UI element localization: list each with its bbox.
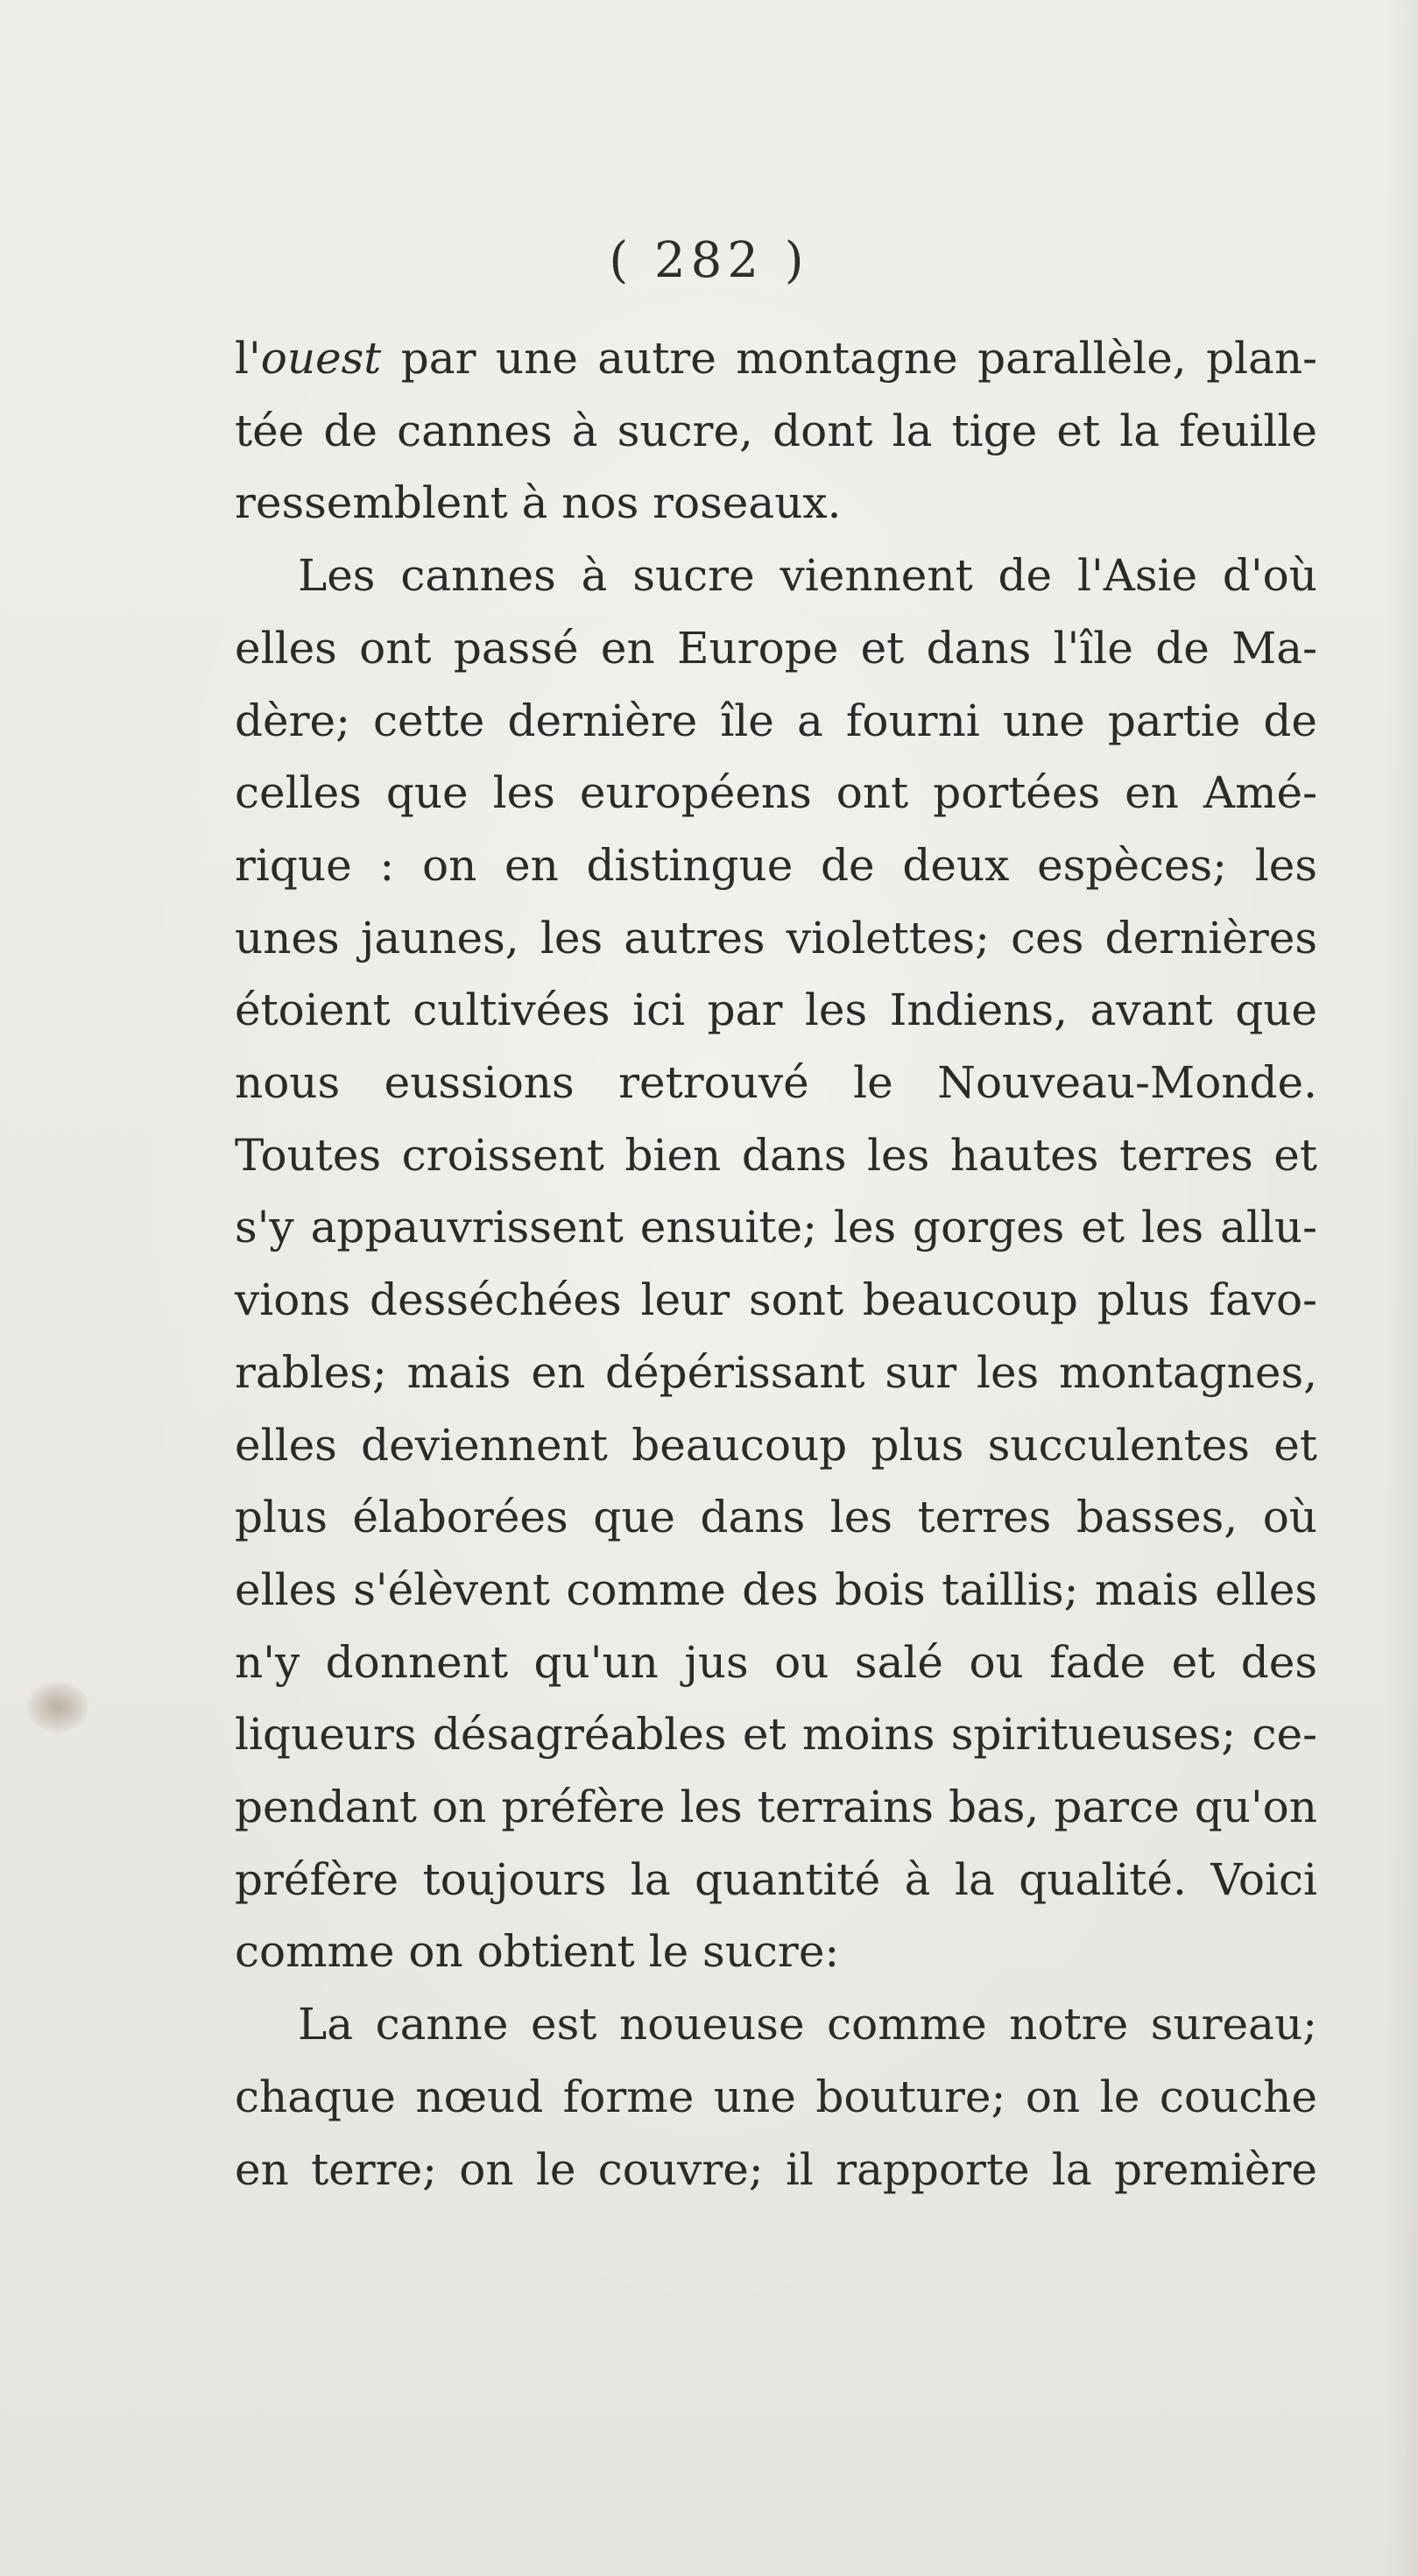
text-line: n'y donnent qu'un jus ou salé ou fade et des	[235, 1636, 1317, 1688]
text-line: celles que les européens ont portées en Amé-	[235, 767, 1317, 819]
text-line: en terre; on le couvre; il rapporte la première	[235, 2143, 1317, 2195]
text-line: elles s'élèvent comme des bois taillis; mais elles	[235, 1563, 1317, 1615]
text-line: préfère toujours la quantité à la qualité. Voici	[235, 1853, 1317, 1905]
text-line: elles ont passé en Europe et dans l'île de Ma-	[235, 622, 1317, 674]
text-line: Les cannes à sucre viennent de l'Asie d'où	[298, 550, 1317, 602]
text-line: s'y appauvrissent ensuite; les gorges et les allu-	[235, 1202, 1317, 1253]
page-edge	[1383, 0, 1418, 2576]
ink-stain	[26, 1682, 89, 1733]
italic-word: ouest	[260, 333, 382, 384]
text-line: vions desséchées leur sont beaucoup plus favo-	[235, 1274, 1317, 1326]
text-line: comme on obtient le sucre:	[235, 1926, 840, 1978]
text-line: dère; cette dernière île a fourni une partie de	[235, 695, 1317, 746]
text-line: pendant on préfère les terrains bas, parce qu'on	[235, 1782, 1317, 1833]
text-line: Toutes croissent bien dans les hautes terres et	[235, 1129, 1317, 1181]
text-line: unes jaunes, les autres violettes; ces dernières	[235, 912, 1317, 963]
text-line: rables; mais en dépérissant sur les montagnes,	[235, 1346, 1317, 1398]
text-line: liqueurs désagréables et moins spiritueuses; ce-	[235, 1709, 1317, 1761]
text-line: plus élaborées que dans les terres basses, où	[235, 1492, 1317, 1543]
text-line: elles deviennent beaucoup plus succulentes et	[235, 1419, 1317, 1471]
text-line: l'ouest par une autre montagne parallèle, plan-	[235, 333, 1317, 384]
text-line: étoient cultivées ici par les Indiens, avant que	[235, 985, 1317, 1036]
text-line: tée de cannes à sucre, dont la tige et la feuille	[235, 405, 1317, 456]
text-line: rique : on en distingue de deux espèces; les	[235, 839, 1317, 891]
text-line: nous eussions retrouvé le Nouveau-Monde.	[235, 1057, 1317, 1109]
text-line: chaque nœud forme une bouture; on le couche	[235, 2071, 1317, 2122]
body-text	[235, 322, 1317, 2205]
text-line: La canne est noueuse comme notre sureau;	[298, 1999, 1317, 2050]
page-number: ( 282 )	[609, 232, 809, 289]
text-line: ressemblent à nos roseaux.	[235, 477, 842, 529]
